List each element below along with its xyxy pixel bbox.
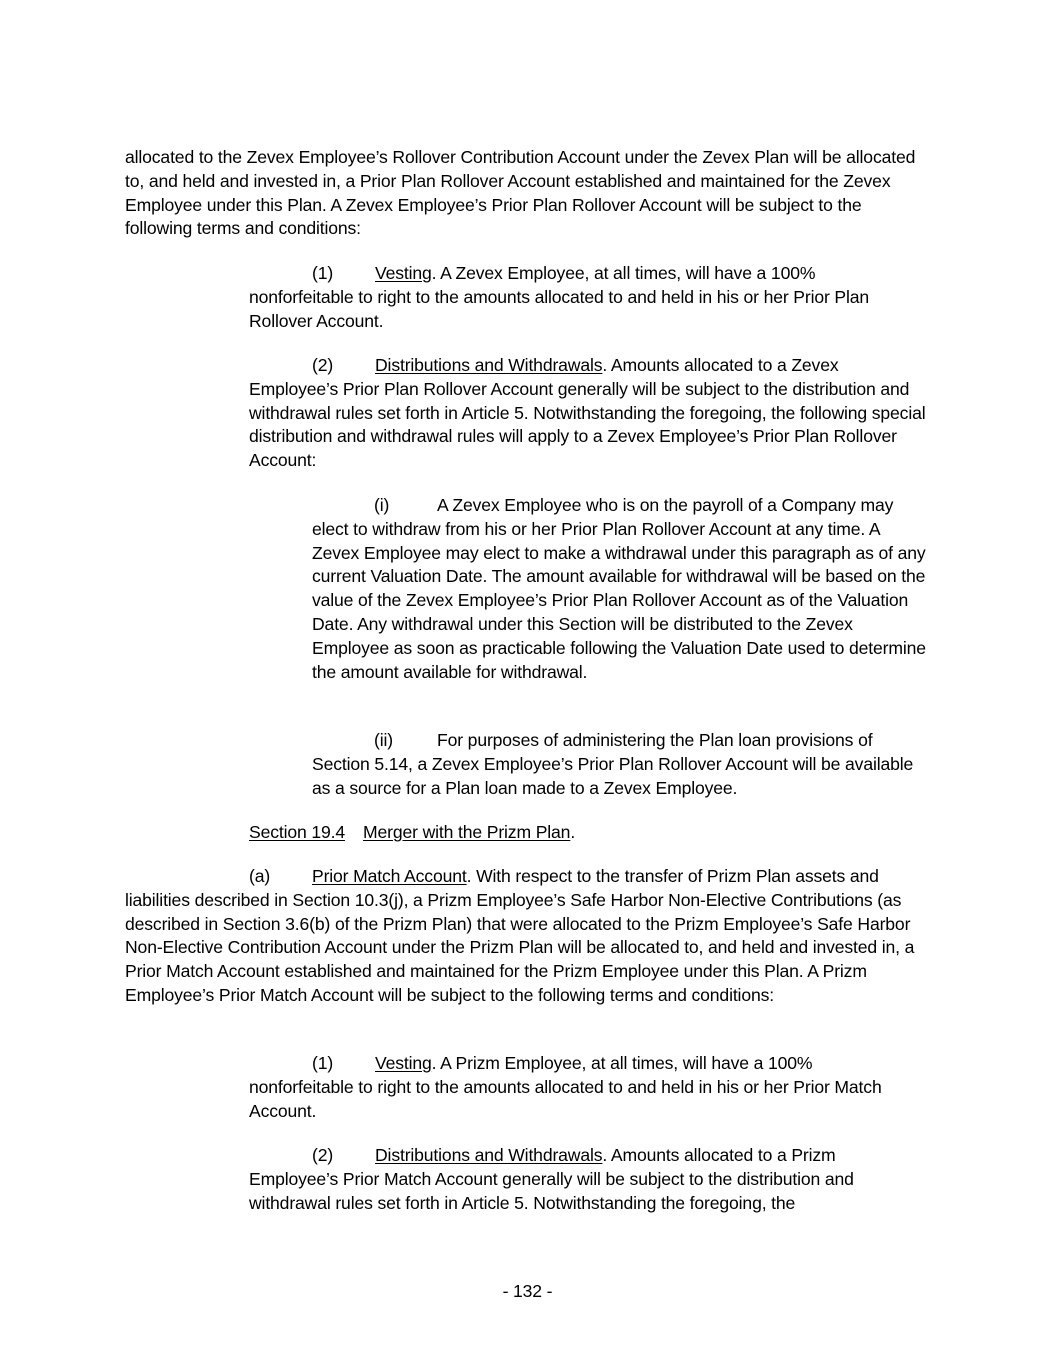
paragraph-body: . A Zevex Employee, at all times, will have a 100% nonforfeitable to right to the amounts allocated to and held in his or her Prior Plan Rollover Account. xyxy=(249,263,870,331)
paragraph-number: (2) xyxy=(312,1145,334,1165)
rollover-vesting-paragraph xyxy=(249,262,899,333)
paragraph-body: . Amounts allocated to a Prizm Employee’s Prior Match Account generally will be subject to the distribution and withdrawal rules set forth in Article 5. Notwithstanding the foregoing, the xyxy=(249,1145,854,1213)
paragraph-number: (1) xyxy=(312,1053,334,1073)
paragraph-number: (ii) xyxy=(374,730,393,750)
rollover-intro-paragraph: allocated to the Zevex Employee’s Rollover Contribution Account under the Zevex Plan will be allocated to, and held and invested in, a Prior Plan Rollover Account established and maintained for the Zevex Employee under this Plan. A Zevex Employee’s Prior Plan Rollover Account will be subject to the following terms and conditions: xyxy=(125,147,916,239)
section-title: Merger with the Prizm Plan xyxy=(363,822,571,842)
paragraph-heading: Distributions and Withdrawals xyxy=(375,355,603,375)
paragraph-body: . With respect to the transfer of Prizm Plan assets and liabilities described in Section 10.3(j), a Prizm Employee’s Safe Harbor Non-Elective Contributions (as described in Section 3.6(b) of the Prizm Plan) that were allocated to the Prizm Employee’s Safe Harbor Non-Elective Contribution Account under the Prizm Plan will be allocated to, and held and invested in, a Prior Match Account established and maintained for the Prizm Employee under this Plan. A Prizm Employee’s Prior Match Account will be subject to the following terms and conditions: xyxy=(125,866,915,1005)
match-distributions-paragraph xyxy=(249,1144,917,1215)
paragraph-heading: Vesting xyxy=(375,1053,432,1073)
paragraph-number: (2) xyxy=(312,355,334,375)
section-title-end: . xyxy=(570,822,576,842)
section-heading xyxy=(249,821,949,845)
paragraph-heading: Prior Match Account xyxy=(312,866,467,886)
paragraph-number: (i) xyxy=(374,495,390,515)
paragraph-number: (1) xyxy=(312,263,334,283)
match-vesting-paragraph xyxy=(249,1052,899,1123)
paragraph-body: A Zevex Employee who is on the payroll of a Company may elect to withdraw from his or her Prior Plan Rollover Account at any time. A Zevex Employee may elect to make a withdrawal under this paragraph as of any current Valuation Date. The amount available for withdrawal will be based on the value of the Zevex Employee’s Prior Plan Rollover Account as of the Valuation Date. Any withdrawal under this Section will be distributed to the Zevex Employee as soon as practicable following the Valuation Date used to determine the amount available for withdrawal. xyxy=(312,495,926,682)
paragraph-body: . A Prizm Employee, at all times, will have a 100% nonforfeitable to right to the amounts allocated to and held in his or her Prior Match Account. xyxy=(249,1053,882,1121)
paragraph-heading: Distributions and Withdrawals xyxy=(375,1145,603,1165)
paragraph-number: (a) xyxy=(249,866,271,886)
paragraph-body: For purposes of administering the Plan loan provisions of Section 5.14, a Zevex Employee’s Prior Plan Rollover Account will be available as a source for a Plan loan made to a Zevex Employee. xyxy=(312,730,914,798)
rollover-distributions-paragraph xyxy=(249,354,931,473)
paragraph-body: . Amounts allocated to a Zevex Employee’s Prior Plan Rollover Account generally will be subject to the distribution and withdrawal rules set forth in Article 5. Notwithstanding the foregoing, the following special distribution and withdrawal rules will apply to a Zevex Employee’s Prior Plan Rollover Account: xyxy=(249,355,926,471)
prior-match-account-paragraph xyxy=(125,865,931,1008)
rollover-loan-ii-paragraph xyxy=(312,729,922,800)
rollover-withdrawal-i-paragraph xyxy=(312,494,930,684)
page-number: - 132 - xyxy=(502,1281,553,1301)
paragraph-heading: Vesting xyxy=(375,263,432,283)
section-number: Section 19.4 xyxy=(249,822,346,842)
